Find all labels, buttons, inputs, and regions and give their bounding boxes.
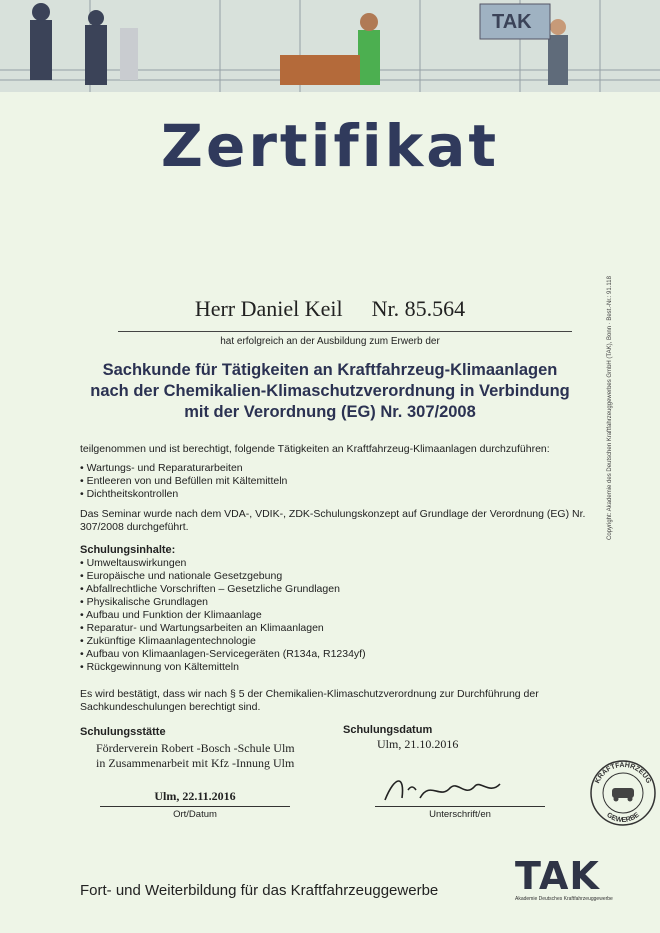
course-heading-line: Sachkunde für Tätigkeiten an Kraftfahrzeug-Klimaanlagen [102,361,558,379]
course-heading-line: mit der Verordnung (EG) Nr. 307/2008 [184,403,476,421]
recipient-name: Herr Daniel Keil [194,296,343,321]
seal-bottom-text: GEWERBE [605,811,641,825]
certificate-title: Zertifikat [160,112,500,180]
logo-text: TAK [515,854,600,898]
list-item: • Umweltauswirkungen [80,557,610,570]
list-item: • Reparatur- und Wartungsarbeiten an Klimaanlagen [80,622,610,635]
place-date-value: Ulm, 22.11.2016 [154,789,236,803]
list-item: • Abfallrechtliche Vorschriften – Gesetzliche Grundlagen [80,583,610,596]
list-item: • Wartungs- und Reparaturarbeiten [80,462,610,475]
copyright-side-text: Copyright: Akademie des Deutschen Kraftfahrzeuggewerbes GmbH (TAK), Bonn · Best.-Nr.: 91.118 [607,276,613,540]
list-item: • Rückgewinnung von Kältemitteln [80,661,610,674]
date-label: Schulungsdatum [343,724,433,736]
place-date-line [100,806,290,807]
venue-label: Schulungsstätte [80,726,166,738]
svg-text:KRAFTFAHRZEUG [594,762,652,785]
list-item: • Aufbau von Klimaanlagen-Servicegeräten (R134a, R1234yf) [80,648,610,661]
header-illustration [0,0,660,92]
tak-logo [515,856,615,902]
contents-label: Schulungsinhalte: [80,544,176,556]
signature-line [375,806,545,807]
seal-top-text: KRAFTFAHRZEUG [594,761,652,785]
place-date-caption: Ort/Datum [173,809,217,820]
confirmation-text: Es wird bestätigt, dass wir nach § 5 der Chemikalien-Klimaschutzverordnung zur Durchführung der Sachkundeschulungen berechtigt sind. [80,688,539,713]
course-date: Ulm, 21.10.2016 [377,737,459,751]
signature-caption: Unterschrift/en [429,809,491,820]
list-item: • Dichtheitskontrollen [80,488,610,501]
venue-block [96,741,356,771]
list-item: • Entleeren von und Befüllen mit Kältemitteln [80,475,610,488]
intro-text: teilgenommen und ist berechtigt, folgende Tätigkeiten an Kraftfahrzeug-Klimaanlagen durchzuführen: [80,443,550,455]
recipient-line [0,296,660,322]
venue-line: Förderverein Robert -Bosch -Schule Ulm [96,741,295,755]
kfz-gewerbe-seal [588,758,658,828]
course-heading [40,360,620,423]
logo-subtext: Akademie Deutsches Kraftfahrzeuggewerbe [515,896,613,902]
contents-list [80,557,610,674]
signature-mark [380,770,530,810]
certificate-number: Nr. 85.564 [371,296,466,321]
list-item: • Aufbau und Funktion der Klimaanlage [80,609,610,622]
list-item: • Physikalische Grundlagen [80,596,610,609]
course-heading-line: nach der Chemikalien-Klimaschutzverordnung in Verbindung [90,382,570,400]
recipient-underline [118,331,572,332]
venue-line: in Zusammenarbeit mit Kfz -Innung Ulm [96,756,295,770]
list-item: • Zukünftige Klimaanlagentechnologie [80,635,610,648]
footer-tagline: Fort- und Weiterbildung für das Kraftfahrzeuggewerbe [80,882,439,899]
svg-text:TAK: TAK [492,11,532,33]
seminar-note: Das Seminar wurde nach dem VDA-, VDIK-, ZDK-Schulungskonzept auf Grundlage der Verordnung (EG) Nr. 307/2008 durchgeführt. [80,508,586,533]
list-item: • Europäische und nationale Gesetzgebung [80,570,610,583]
activities-list [80,462,610,501]
subline-text: hat erfolgreich an der Ausbildung zum Erwerb der [220,336,440,347]
